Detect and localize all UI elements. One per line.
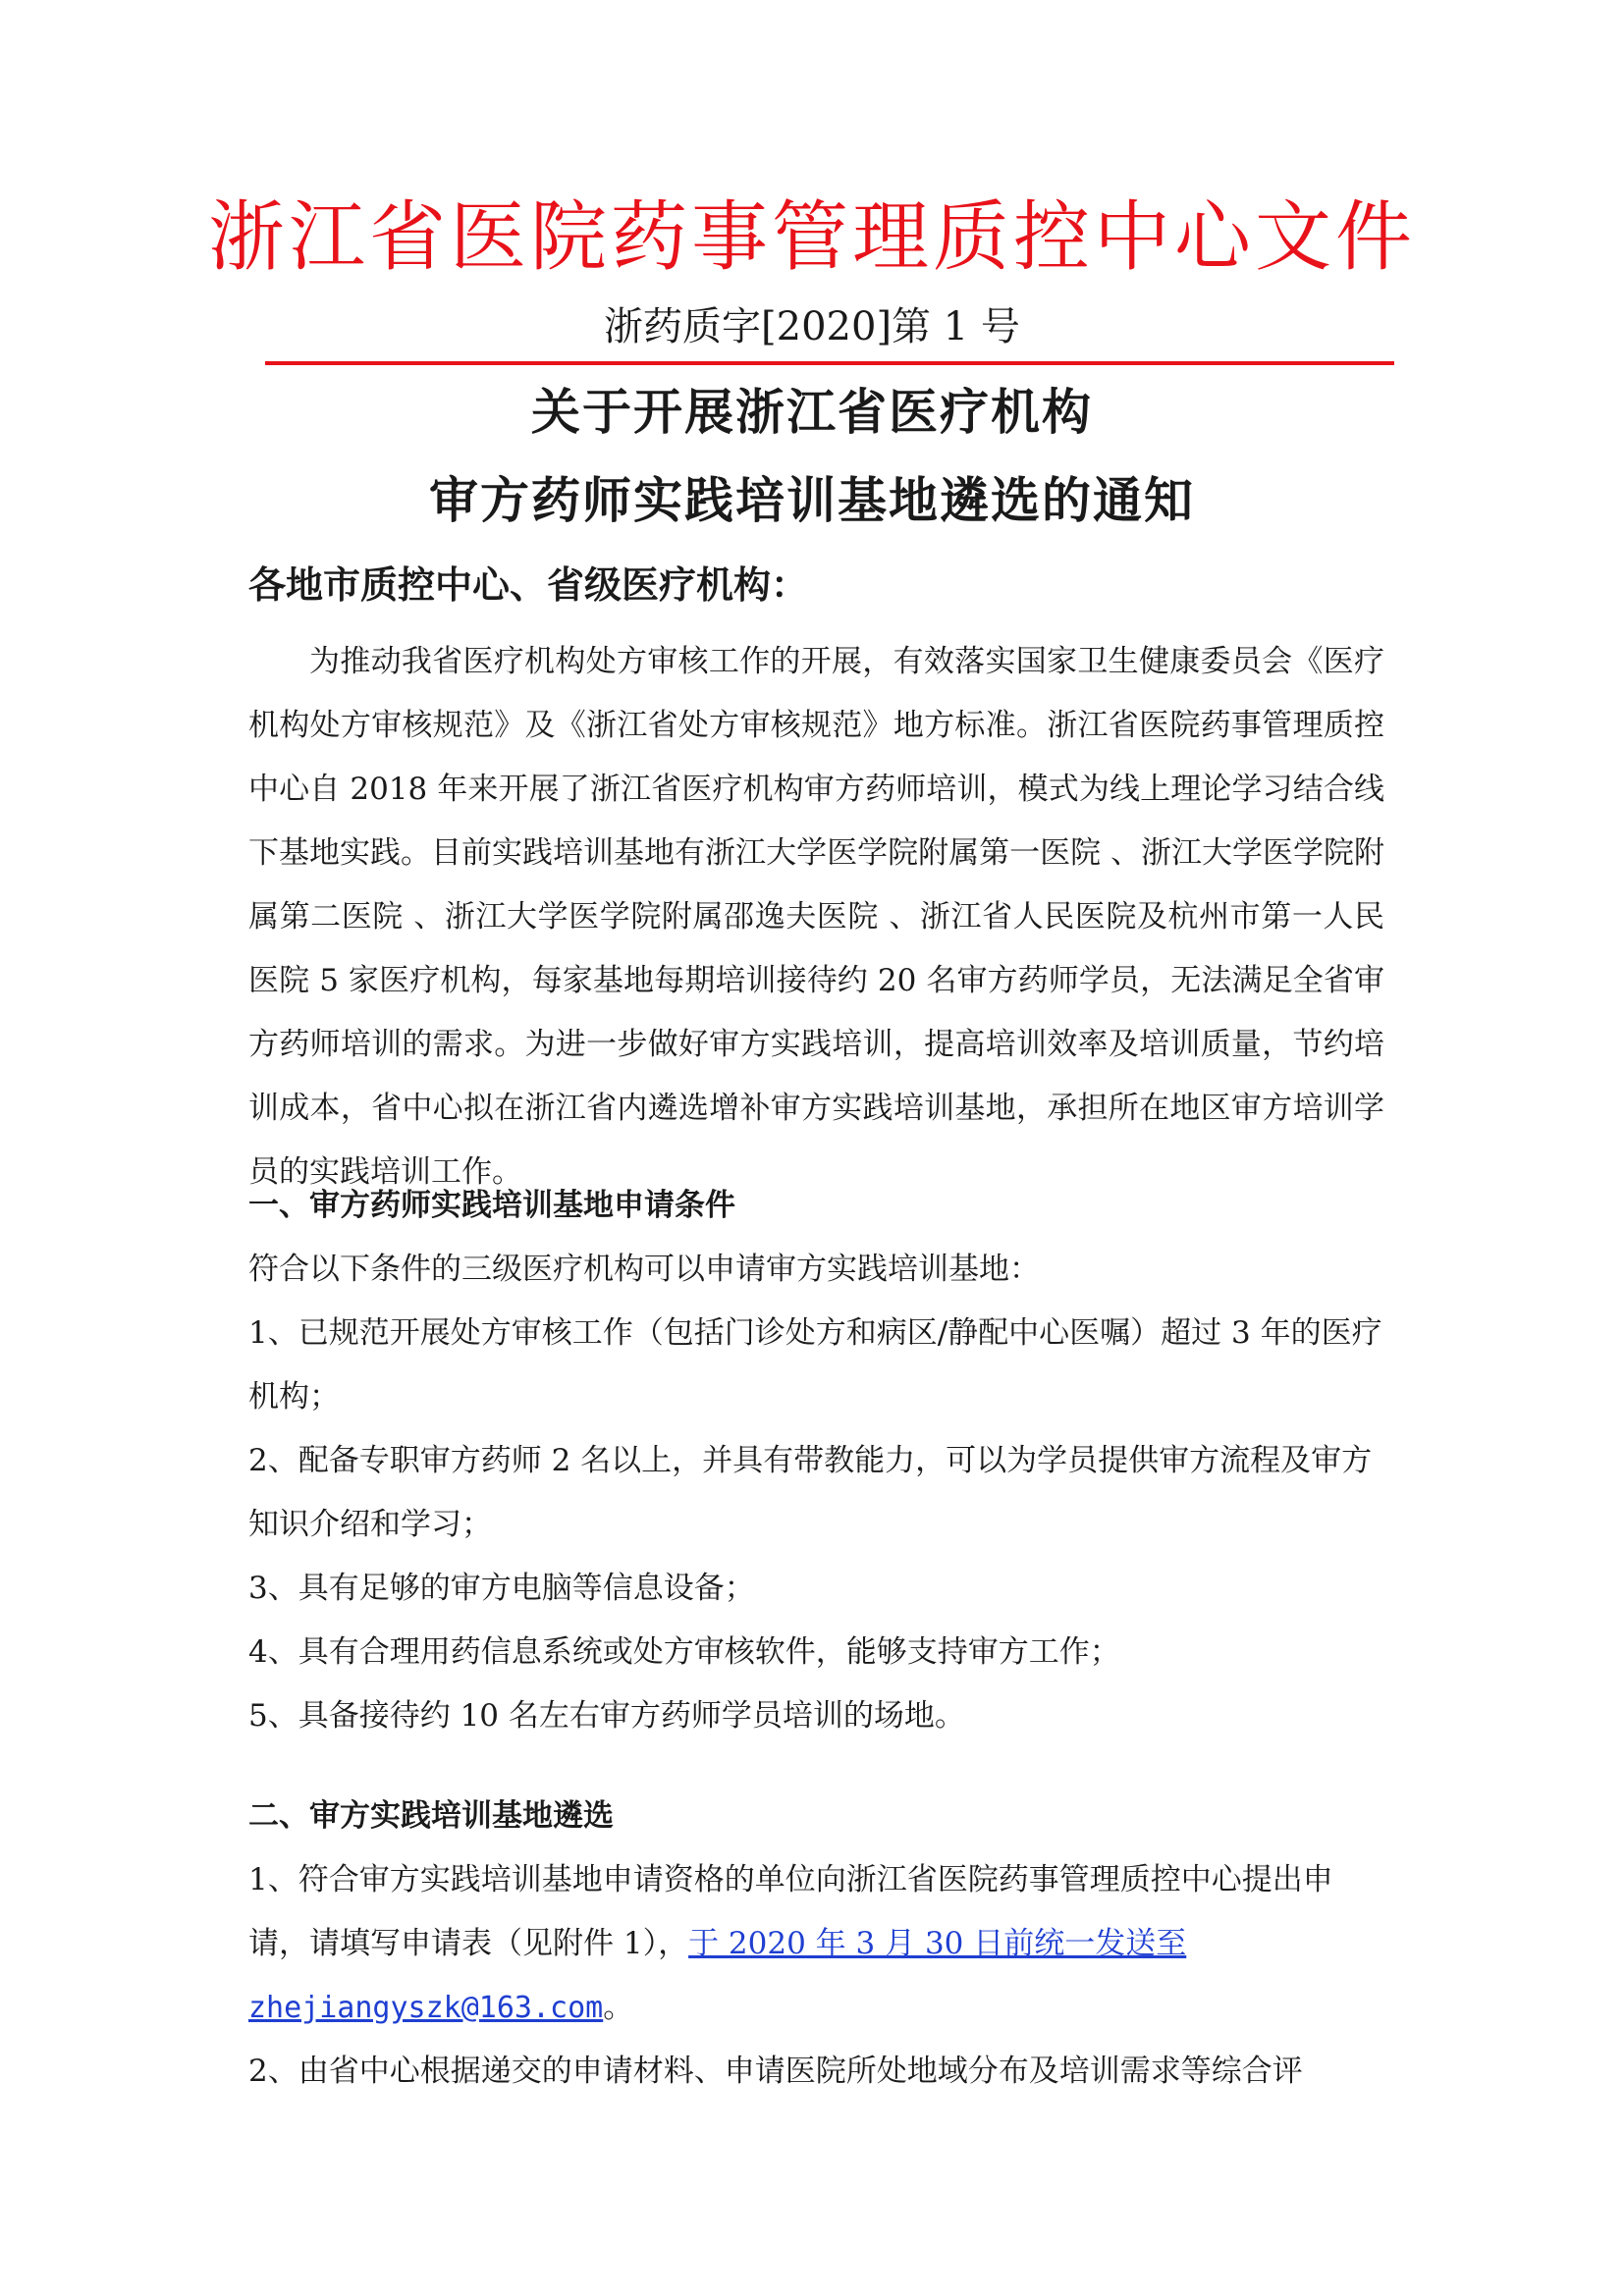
document-number: 浙药质字[2020]第 1 号 [604, 304, 1020, 349]
selection-item-2: 2、由省中心根据递交的申请材料、申请医院所处地域分布及培训需求等综合评 [248, 2054, 1303, 2089]
email-link[interactable]: zhejiangyszk@163.com [248, 1991, 604, 2025]
intro-paragraph: 为推动我省医疗机构处方审核工作的开展，有效落实国家卫生健康委员会《医疗机构处方审核规范》及《浙江省处方审核规范》地方标准。浙江省医院药事管理质控中心自 2018 年来开展了浙江省医疗机构审方药师培训，模式为线上理论学习结合线下基地实践。目前实践培训基地有浙江大学医学院附属第一医院 、浙江大学医学院附属第二医院 、浙江大学医学院附属邵逸夫医院 、浙江省人民医院及杭州市第一人民医院 5 家医疗机构，每家基地每期培训接待约 20 名审方药师学员，无法满足全省审方药师培训的需求。为进一步做好审方实践培训，提高培训效率及培训质量，节约培训成本，省中心拟在浙江省内遴选增补审方实践培训基地，承担所在地区审方培训学员的实践培训工作。 [248, 644, 1384, 1190]
deadline-link[interactable]: 于 2020 年 3 月 30 日前统一发送至 [688, 1926, 1187, 1961]
requirement-item: 2、配备专职审方药师 2 名以上，并具有带教能力，可以为学员提供审方流程及审方知识介绍和学习； [248, 1443, 1373, 1542]
section-1 [248, 1174, 1384, 1748]
section-2 [248, 1785, 1384, 2104]
section-2-heading: 二、审方实践培训基地遴选 [248, 1798, 614, 1834]
requirement-item: 4、具有合理用药信息系统或处方审核软件，能够支持审方工作； [248, 1634, 1120, 1670]
notice-title-line-2: 审方药师实践培训基地遴选的通知 [429, 471, 1195, 529]
requirement-item: 1、已规范开展处方审核工作（包括门诊处方和病区/静配中心医嘱）超过 3 年的医疗机构； [248, 1315, 1382, 1415]
salutation: 各地市质控中心、省级医疗机构： [248, 562, 809, 607]
requirement-item: 5、具备接待约 10 名左右审方药师学员培训的场地。 [248, 1698, 965, 1734]
selection-item-1 [248, 1848, 1384, 2040]
requirement-item: 3、具有足够的审方电脑等信息设备； [248, 1571, 755, 1606]
red-divider-line [265, 361, 1394, 365]
notice-title-line-1: 关于开展浙江省医疗机构 [531, 383, 1093, 441]
section-1-lead: 符合以下条件的三级医疗机构可以申请审方实践培训基地： [248, 1252, 1040, 1287]
section-1-heading: 一、审方药师实践培训基地申请条件 [248, 1188, 735, 1223]
masthead-title: 浙江省医院药事管理质控中心文件 [207, 193, 1416, 282]
selection-item-1-end: 。 [603, 1990, 634, 2025]
selection-item-1-text: 1、符合审方实践培训基地申请资格的单位向浙江省医院药事管理质控中心提出申请，请填写申请表（见附件 1）， [248, 1862, 1333, 1961]
